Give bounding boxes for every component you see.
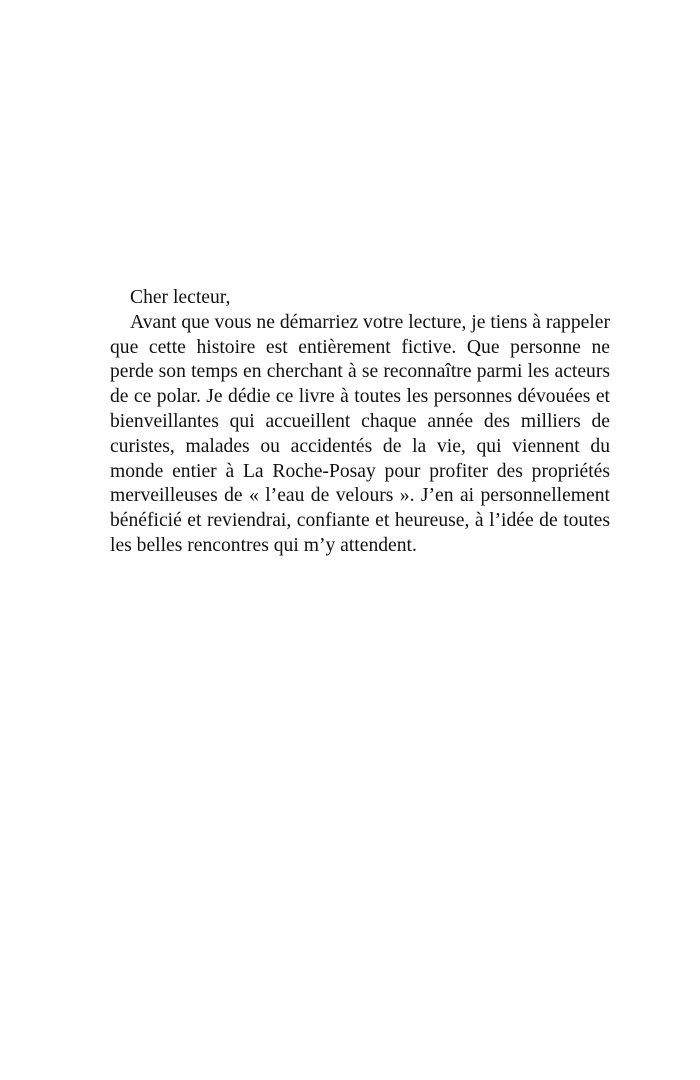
salutation: Cher lecteur,: [130, 287, 231, 308]
dedication-text: [110, 286, 610, 559]
dedication-paragraph: Avant que vous ne démarriez votre lecture, je tiens à rappeler que cette histoire est entièrement fictive. Que personne ne perde son temps en cherchant à se reconnaître parmi les acteurs de ce polar. Je dédie ce livre à toutes les personnes dévouées et bienveillantes qui accueillent chaque année des milliers de curistes, malades ou accidentés de la vie, qui viennent du monde entier à La Roche-Posay pour profiter des propriétés merveilleuses de « l’eau de velours ». J’en ai personnellement bénéficié et reviendrai, confiante et heureuse, à l’idée de toutes les belles rencontres qui m’y attendent.: [110, 311, 611, 556]
